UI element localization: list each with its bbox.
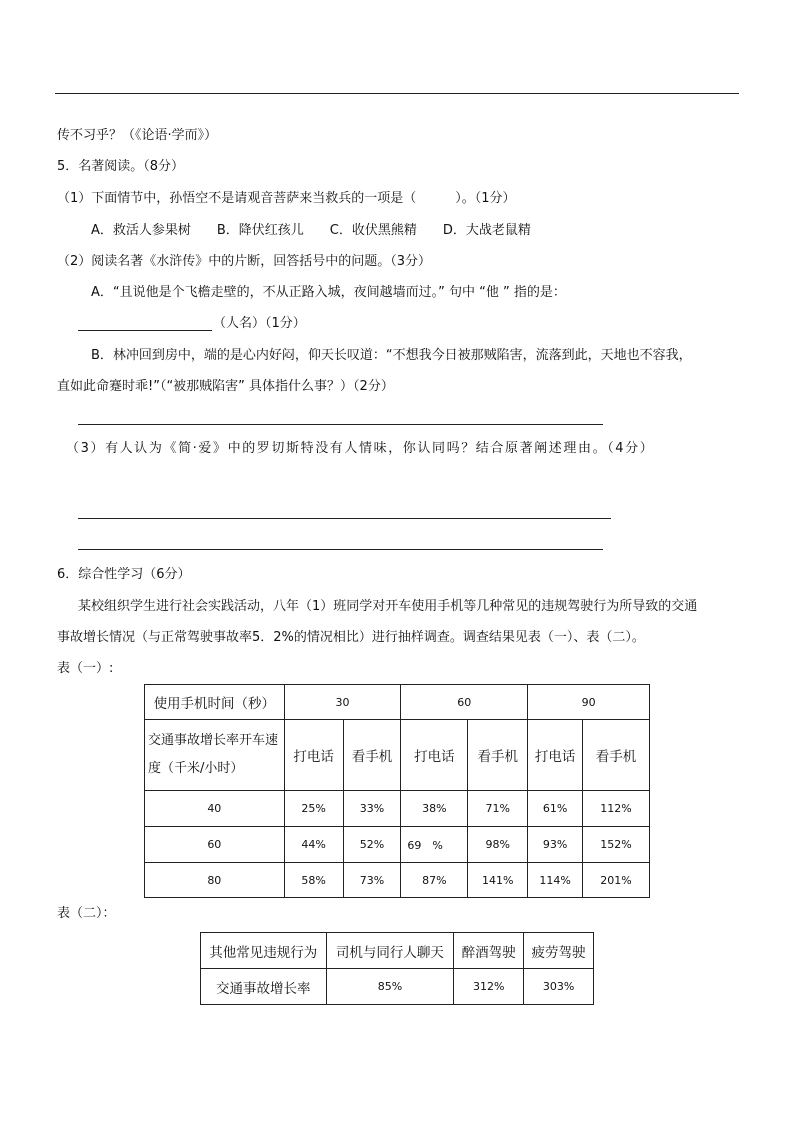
table-cell: 312% (454, 969, 524, 1005)
question-5-2-b-line1: B．林冲回到房中，端的是心内好闷，仰天长叹道：“不想我今日被那贼陷害，流落到此，天地也不容我， (91, 348, 692, 363)
table-cell: 52% (343, 827, 401, 863)
table-1-speed: 80 (145, 863, 285, 898)
table-row (201, 969, 594, 1005)
answer-line[interactable] (78, 518, 611, 519)
table-2-header: 醉酒驾驶 (454, 933, 524, 969)
table-2-row-label: 交通事故增长率 (201, 969, 327, 1005)
table-cell: 201% (583, 863, 650, 898)
table-1 (144, 684, 650, 898)
table-2-caption: 表（二）： (57, 906, 116, 921)
table-cell: 93% (528, 827, 583, 863)
table-cell: 69 % (401, 827, 468, 863)
table-1-speed: 60 (145, 827, 285, 863)
question-5-1-options: A．救活人参果树 B．降伏红孩儿 C．收伏黑熊精 D．大战老鼠精 (91, 223, 531, 238)
table-1-subheader: 看手机 (468, 720, 528, 791)
table-cell: 85% (326, 969, 454, 1005)
table-1-subheader: 打电话 (284, 720, 343, 791)
table-cell: 152% (583, 827, 650, 863)
table-cell: 38% (401, 791, 468, 827)
table-cell: 141% (468, 863, 528, 898)
table-2-header: 其他常见违规行为 (201, 933, 327, 969)
question-5-3: （3）有人认为《简·爱》中的罗切斯特没有人情味，你认同吗？结合原著阐述理由。（4分） (66, 441, 655, 456)
table-1-time-header: 60 (401, 685, 528, 720)
question-5-2-a: A．“且说他是个飞檐走壁的，不从正路入城，夜间越墙而过。” 句中 “他 ” 指的是： (91, 285, 566, 300)
table-cell: 73% (343, 863, 401, 898)
table-cell: 58% (284, 863, 343, 898)
table-cell: 44% (284, 827, 343, 863)
table-cell: 98% (468, 827, 528, 863)
table-2-header: 司机与同行人聊天 (326, 933, 454, 969)
table-1-corner-top: 使用手机时间（秒） (145, 685, 285, 720)
table-1-subheader: 打电话 (528, 720, 583, 791)
table-1-subheader: 看手机 (583, 720, 650, 791)
table-1-speed: 40 (145, 791, 285, 827)
header-rule (55, 93, 739, 94)
question-6-paragraph-line1: 某校组织学生进行社会实践活动，八年（1）班同学对开车使用手机等几种常见的违规驾驶行为所导致的交通 (78, 599, 698, 614)
answer-blank[interactable] (78, 330, 212, 331)
question-6-paragraph-line2: 事故增长情况（与正常驾驶事故率5．2%的情况相比）进行抽样调查。调查结果见表（一）、表（二）。 (57, 630, 645, 645)
table-cell: 71% (468, 791, 528, 827)
table-2 (200, 932, 594, 1005)
table-1-time-header: 90 (528, 685, 650, 720)
table-cell: 112% (583, 791, 650, 827)
table-cell: 303% (524, 969, 594, 1005)
table-row (145, 791, 650, 827)
table-row (145, 827, 650, 863)
text-line: 传不习乎？（《论语·学而》） (57, 128, 218, 143)
table-row (145, 863, 650, 898)
table-cell: 114% (528, 863, 583, 898)
table-1-subheader: 看手机 (343, 720, 401, 791)
table-cell: 87% (401, 863, 468, 898)
table-1-time-header: 30 (284, 685, 401, 720)
table-2-header: 疲劳驾驶 (524, 933, 594, 969)
question-6-title: 6．综合性学习（6分） (57, 567, 191, 582)
question-5-2: （2）阅读名著《水浒传》中的片断，回答括号中的问题。（3分） (57, 254, 432, 269)
table-1-subheader: 打电话 (401, 720, 468, 791)
table-cell: 61% (528, 791, 583, 827)
table-1-caption: 表（一）: (57, 661, 114, 676)
answer-line[interactable] (78, 549, 603, 550)
table-cell: 33% (343, 791, 401, 827)
answer-line[interactable] (78, 424, 603, 425)
question-5-title: 5．名著阅读。（8分） (57, 159, 185, 174)
table-1-corner-bottom: 交通事故增长率开车速度（千米/小时） (145, 720, 285, 791)
question-5-2-a-tail: （人名）（1分） (213, 316, 306, 331)
question-5-2-b-line2: 直如此命蹇时乖!”（“被那贼陷害” 具体指什么事？）（2分） (57, 379, 394, 394)
table-cell: 25% (284, 791, 343, 827)
question-5-1: （1）下面情节中，孙悟空不是请观音菩萨来当救兵的一项是（ ）。（1分） (57, 191, 516, 206)
